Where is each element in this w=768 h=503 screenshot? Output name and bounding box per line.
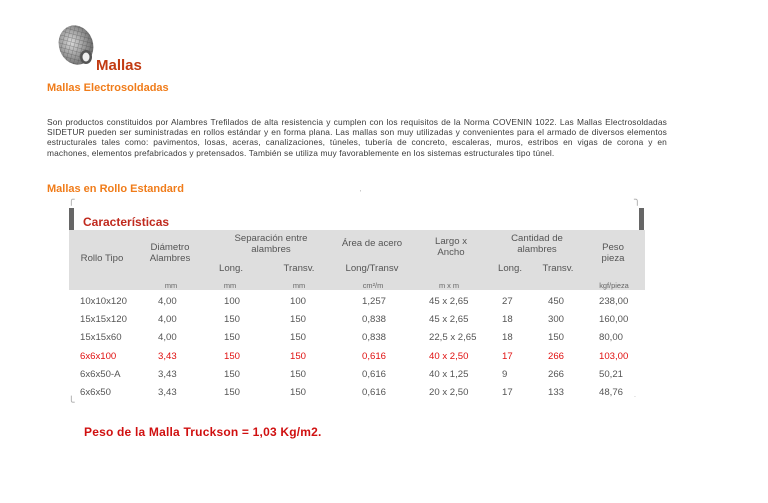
intro-paragraph: Son productos constituidos por Alambres Trefilados de alta resistencia y cumplen con los requisitos de la Norma COVENIN 1022. Las Mallas Electrosoldadas SIDETUR pueden ser suministradas en rollos estándar y en forma plana. Las mallas son muy utilizadas y convenientes para el armado de diversos elementos estructurales tales como: pavimentos, losas, aceras, canalizaciones, túneles, tubería de concreto, escaleras, muros, estribos en vigas de corona y en machones, elementos prefabricados y pretensados. También se utiliza muy favorablemente en los sistemas estructurales tipo túnel.: [47, 117, 667, 158]
header-area-sub: Long/Transv: [345, 263, 399, 274]
header-sep-long: Long.: [218, 263, 243, 274]
cell-diam: 4,00: [158, 332, 177, 344]
cell-cant-t: 266: [548, 368, 565, 380]
unit-area: cm²/m: [362, 281, 384, 290]
section-title: Mallas en Rollo Estandard: [47, 183, 184, 195]
cell-cant-t: 266: [548, 350, 565, 362]
frame-mark: ': [360, 190, 362, 197]
frame-corner-bottom-left: ╰: [68, 397, 75, 409]
wire-mesh-roll-icon: [55, 23, 97, 67]
cell-sep-l: 150: [224, 368, 241, 380]
cell-sep-t: 150: [290, 314, 307, 326]
cell-sep-t: 150: [290, 332, 307, 344]
cell-diam: 3,43: [158, 387, 177, 398]
unit-sep-transv: mm: [292, 281, 306, 290]
cell-peso: 50,21: [599, 368, 624, 380]
cell-area: 0,616: [362, 387, 387, 398]
cell-peso: 80,00: [599, 332, 624, 344]
footer-note: Peso de la Malla Truckson = 1,03 Kg/m2.: [84, 425, 322, 439]
cell-tipo: 6x6x100: [80, 350, 117, 362]
cell-area: 1,257: [362, 296, 387, 307]
cell-cant-l: 18: [502, 332, 513, 344]
cell-dim: 45 x 2,65: [429, 314, 469, 326]
frame-corner-top-left: ╭: [68, 194, 75, 206]
cell-diam: 4,00: [158, 314, 177, 326]
cell-diam: 4,00: [158, 296, 177, 307]
page-title: Mallas: [96, 57, 142, 74]
cell-area: 0,616: [362, 368, 387, 380]
frame-corner-top-right: ╮: [634, 194, 641, 206]
page-subtitle: Mallas Electrosoldadas: [47, 82, 169, 94]
cell-cant-l: 27: [502, 296, 513, 307]
panel-bar-right: [639, 208, 644, 230]
cell-cant-t: 133: [548, 387, 565, 398]
header-cant-transv: Transv.: [542, 263, 574, 274]
cell-sep-l: 150: [224, 387, 241, 398]
cell-cant-l: 17: [502, 350, 513, 362]
frame-corner-bottom-right: .: [634, 392, 636, 399]
header-area: Área de acero: [341, 238, 403, 249]
cell-tipo: 6x6x50: [80, 387, 111, 398]
header-diametro: Diámetro Alambres: [149, 242, 191, 264]
unit-dim: m x m: [438, 281, 460, 290]
cell-peso: 103,00: [599, 350, 629, 362]
table-caption: Características: [83, 215, 170, 229]
cell-dim: 22,5 x 2,65: [429, 332, 477, 344]
cell-sep-l: 150: [224, 332, 241, 344]
cell-peso: 160,00: [599, 314, 629, 326]
cell-dim: 40 x 1,25: [429, 368, 469, 380]
cell-cant-t: 300: [548, 314, 565, 326]
cell-tipo: 6x6x50-A: [80, 368, 121, 380]
cell-sep-l: 100: [224, 296, 241, 307]
cell-sep-t: 150: [290, 350, 307, 362]
panel-bar-left: [69, 208, 74, 230]
cell-dim: 20 x 2,50: [429, 387, 469, 398]
cell-sep-t: 150: [290, 387, 307, 398]
cell-cant-t: 450: [548, 296, 565, 307]
cell-peso: 48,76: [599, 387, 624, 398]
cell-cant-l: 9: [502, 368, 508, 380]
header-cantidad: Cantidad de alambres: [511, 233, 563, 255]
unit-sep-long: mm: [223, 281, 237, 290]
header-rollo-tipo: Rollo Tipo: [80, 253, 124, 264]
cell-tipo: 15x15x120: [80, 314, 127, 326]
cell-area: 0,838: [362, 332, 387, 344]
cell-dim: 45 x 2,65: [429, 296, 469, 307]
cell-area: 0,616: [362, 350, 387, 362]
cell-diam: 3,43: [158, 368, 177, 380]
header-largo-ancho: Largo x Ancho: [435, 236, 467, 258]
unit-diametro: mm: [164, 281, 178, 290]
header-sep-transv: Transv.: [283, 263, 315, 274]
cell-cant-t: 150: [548, 332, 565, 344]
cell-tipo: 10x10x120: [80, 296, 127, 307]
cell-sep-l: 150: [224, 314, 241, 326]
cell-peso: 238,00: [599, 296, 629, 307]
cell-cant-l: 18: [502, 314, 513, 326]
cell-sep-t: 100: [290, 296, 307, 307]
cell-tipo: 15x15x60: [80, 332, 122, 344]
header-separacion: Separación entre alambres: [234, 233, 308, 255]
header-cant-long: Long.: [497, 263, 522, 274]
cell-dim: 40 x 2,50: [429, 350, 469, 362]
cell-cant-l: 17: [502, 387, 513, 398]
cell-area: 0,838: [362, 314, 387, 326]
cell-sep-t: 150: [290, 368, 307, 380]
header-peso: Peso pieza: [601, 242, 625, 264]
unit-peso: kgf/pieza: [599, 281, 629, 290]
cell-diam: 3,43: [158, 350, 177, 362]
cell-sep-l: 150: [224, 350, 241, 362]
